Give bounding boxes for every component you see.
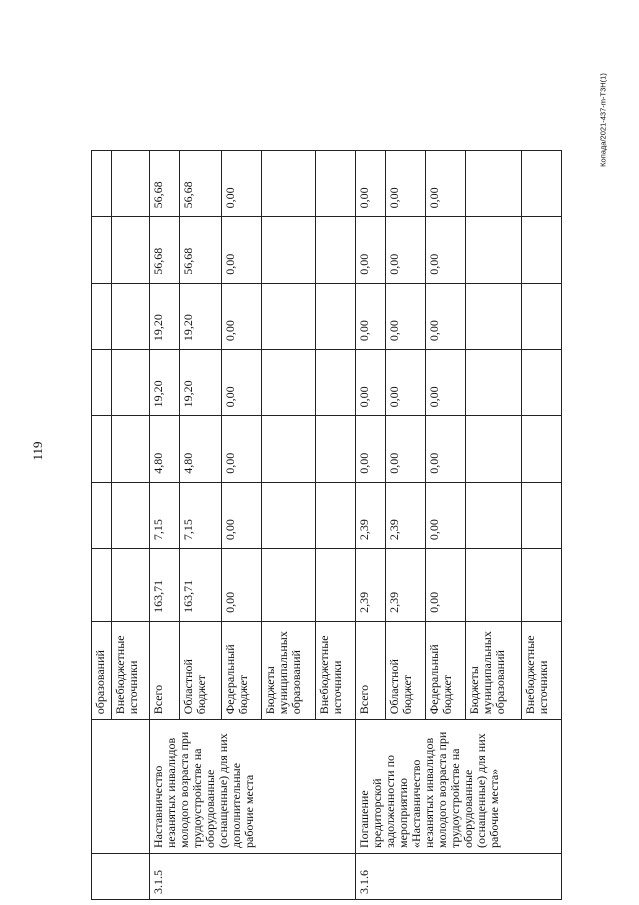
value-cell xyxy=(466,416,522,482)
value-cell: 56,68 xyxy=(150,151,180,217)
value-cell: 4,80 xyxy=(180,416,222,482)
value-cell xyxy=(522,350,562,416)
value-cell: 0,00 xyxy=(222,151,262,217)
value-cell xyxy=(522,151,562,217)
value-cell: 0,00 xyxy=(386,350,426,416)
measure-name-cell: Погашение кредиторской задолженности по мероприятию «Наставничество незанятых инвалидов молодого возраста при трудоустройстве на оборудованные (оснащенные) для них рабочие места» xyxy=(356,720,562,854)
value-cell xyxy=(262,217,316,283)
value-cell xyxy=(92,151,112,217)
value-cell xyxy=(92,217,112,283)
value-cell xyxy=(92,482,112,548)
code-cell: 3.1.5 xyxy=(150,854,356,900)
value-cell xyxy=(522,416,562,482)
value-cell: 0,00 xyxy=(222,416,262,482)
value-cell: 19,20 xyxy=(180,350,222,416)
value-cell xyxy=(262,283,316,349)
value-cell: 0,00 xyxy=(356,151,386,217)
value-cell: 0,00 xyxy=(222,283,262,349)
code-cell: 3.1.6 xyxy=(356,854,562,900)
value-cell: 2,39 xyxy=(386,549,426,622)
source-cell: Внебюджетные источники xyxy=(522,621,562,719)
value-cell xyxy=(92,416,112,482)
value-cell xyxy=(522,217,562,283)
value-cell xyxy=(316,549,356,622)
value-cell: 0,00 xyxy=(222,549,262,622)
value-cell: 0,00 xyxy=(426,416,466,482)
page-number: 119 xyxy=(30,441,45,461)
value-cell: 0,00 xyxy=(426,482,466,548)
value-cell xyxy=(466,151,522,217)
value-cell xyxy=(262,416,316,482)
value-cell xyxy=(316,283,356,349)
value-cell: 0,00 xyxy=(426,350,466,416)
value-cell xyxy=(316,350,356,416)
value-cell xyxy=(112,217,150,283)
value-cell xyxy=(262,151,316,217)
measure-name-cell xyxy=(92,720,150,854)
value-cell: 0,00 xyxy=(386,217,426,283)
value-cell xyxy=(92,350,112,416)
value-cell xyxy=(522,283,562,349)
value-cell xyxy=(466,482,522,548)
code-cell xyxy=(92,854,150,900)
value-cell: 0,00 xyxy=(386,151,426,217)
value-cell: 56,68 xyxy=(180,217,222,283)
rotated-table-container xyxy=(91,150,561,900)
value-cell: 0,00 xyxy=(356,350,386,416)
table-row xyxy=(92,151,112,900)
value-cell: 0,00 xyxy=(222,350,262,416)
value-cell: 2,39 xyxy=(356,482,386,548)
value-cell: 0,00 xyxy=(426,151,466,217)
value-cell: 7,15 xyxy=(180,482,222,548)
source-cell: Федеральный бюджет xyxy=(426,621,466,719)
value-cell xyxy=(466,549,522,622)
budget-table xyxy=(91,150,562,900)
value-cell: 0,00 xyxy=(356,217,386,283)
value-cell: 19,20 xyxy=(150,350,180,416)
measure-name-cell: Наставничество незанятых инвалидов молодого возраста при трудоустройстве на оборудованные (оснащенные) для них дополнительные рабочие места xyxy=(150,720,356,854)
value-cell: 0,00 xyxy=(222,217,262,283)
value-cell xyxy=(112,416,150,482)
value-cell: 0,00 xyxy=(386,283,426,349)
value-cell xyxy=(316,416,356,482)
table-row xyxy=(150,151,180,900)
value-cell: 0,00 xyxy=(386,416,426,482)
value-cell xyxy=(316,482,356,548)
value-cell: 56,68 xyxy=(180,151,222,217)
value-cell xyxy=(112,151,150,217)
value-cell: 0,00 xyxy=(356,283,386,349)
value-cell: 19,20 xyxy=(180,283,222,349)
source-cell: Областной бюджет xyxy=(180,621,222,719)
value-cell xyxy=(466,350,522,416)
document-code-note: Копада/2021-437-m-T3H(1) xyxy=(598,73,608,167)
value-cell xyxy=(316,217,356,283)
value-cell: 4,80 xyxy=(150,416,180,482)
value-cell: 0,00 xyxy=(426,283,466,349)
source-cell: Внебюджетные источники xyxy=(316,621,356,719)
value-cell: 0,00 xyxy=(426,217,466,283)
source-cell: Всего xyxy=(150,621,180,719)
value-cell xyxy=(316,151,356,217)
value-cell xyxy=(522,549,562,622)
value-cell: 56,68 xyxy=(150,217,180,283)
source-cell: образований xyxy=(92,621,112,719)
value-cell: 19,20 xyxy=(150,283,180,349)
value-cell xyxy=(466,217,522,283)
value-cell xyxy=(112,283,150,349)
source-cell: Областной бюджет xyxy=(386,621,426,719)
value-cell: 0,00 xyxy=(356,416,386,482)
source-cell: Бюджеты муниципальных образований xyxy=(466,621,522,719)
value-cell xyxy=(522,482,562,548)
source-cell: Федеральный бюджет xyxy=(222,621,262,719)
value-cell xyxy=(92,283,112,349)
value-cell xyxy=(466,283,522,349)
source-cell: Внебюджетные источники xyxy=(112,621,150,719)
value-cell: 2,39 xyxy=(356,549,386,622)
value-cell xyxy=(112,482,150,548)
value-cell: 163,71 xyxy=(180,549,222,622)
value-cell xyxy=(262,549,316,622)
value-cell: 2,39 xyxy=(386,482,426,548)
value-cell: 163,71 xyxy=(150,549,180,622)
value-cell: 0,00 xyxy=(426,549,466,622)
value-cell xyxy=(262,482,316,548)
table-row xyxy=(356,151,386,900)
value-cell: 7,15 xyxy=(150,482,180,548)
value-cell xyxy=(262,350,316,416)
value-cell xyxy=(112,549,150,622)
value-cell: 0,00 xyxy=(222,482,262,548)
source-cell: Бюджеты муниципальных образований xyxy=(262,621,316,719)
value-cell xyxy=(112,350,150,416)
value-cell xyxy=(92,549,112,622)
source-cell: Всего xyxy=(356,621,386,719)
